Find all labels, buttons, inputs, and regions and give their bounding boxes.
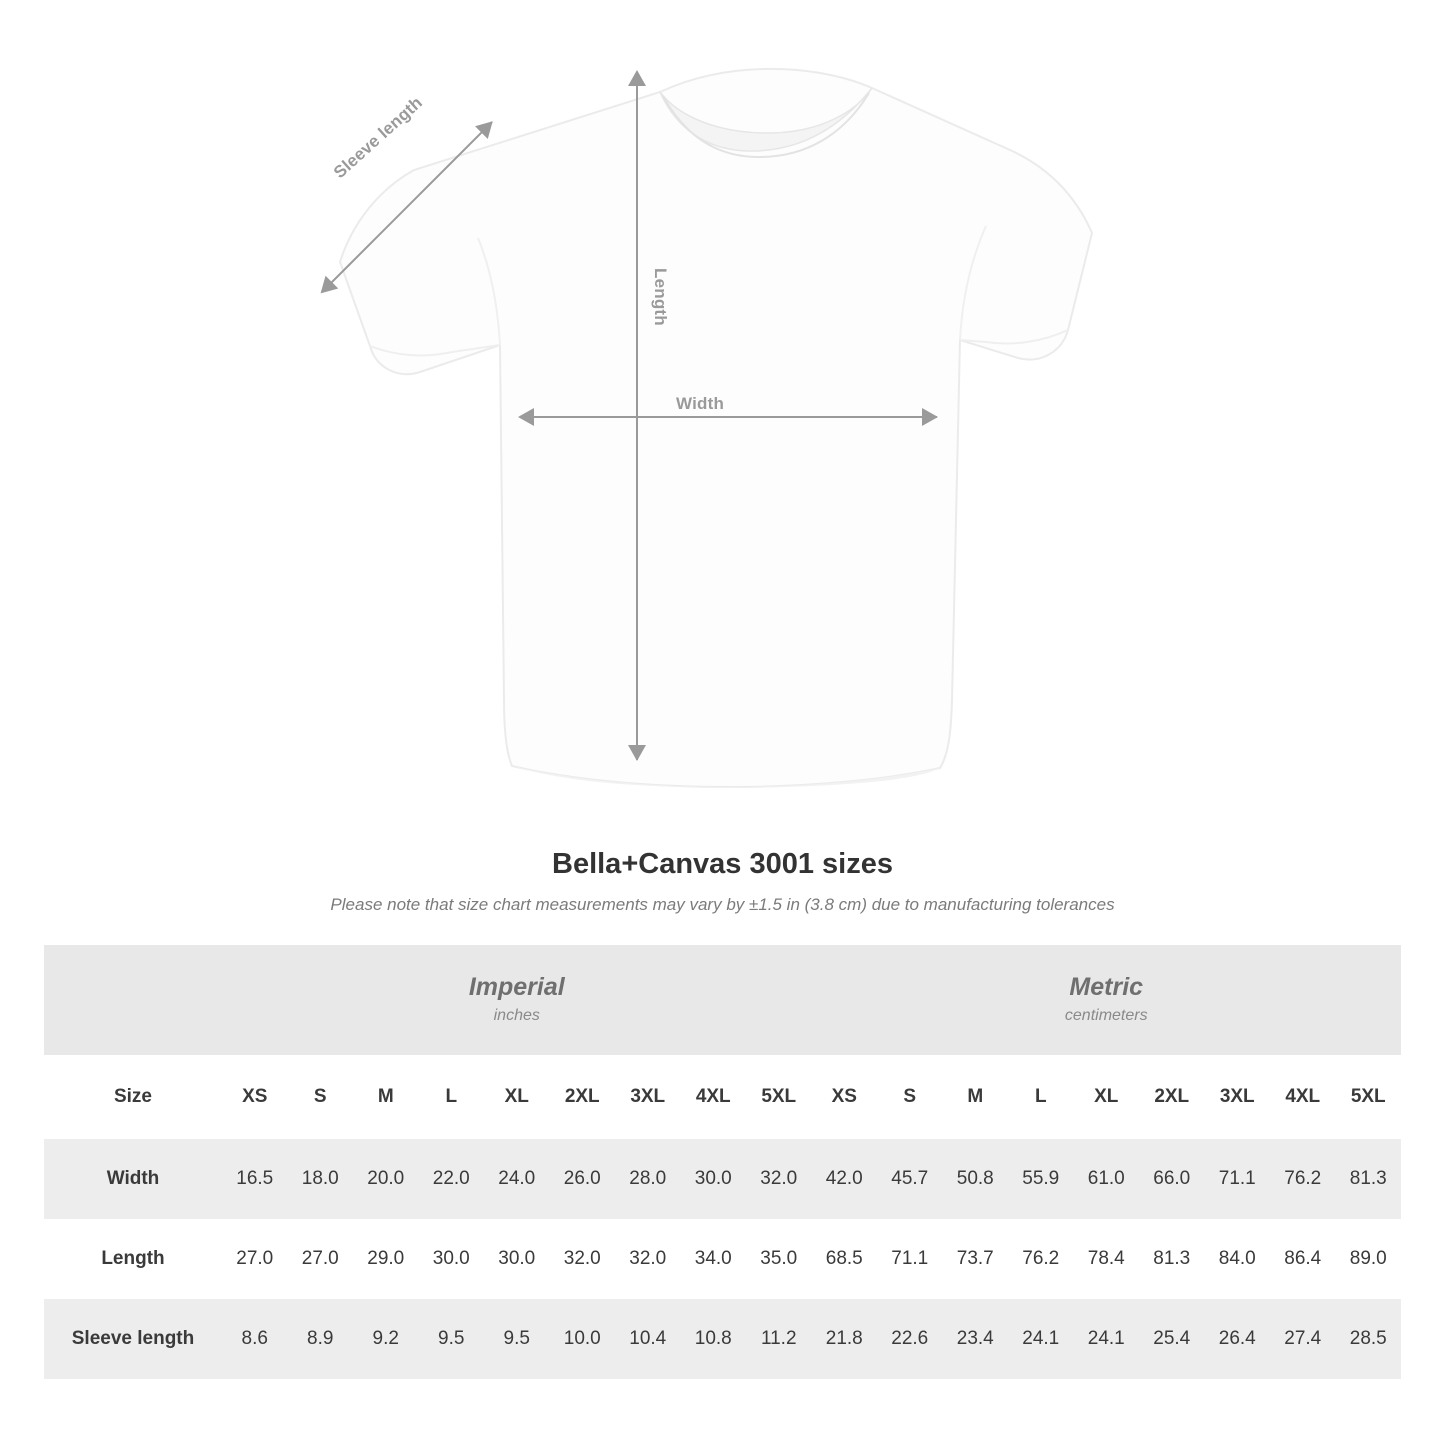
row-label-length: Length [44,1219,222,1299]
cell-length-metric-s: 71.1 [877,1219,943,1299]
cell-sleeve-imperial-s: 8.9 [288,1299,354,1379]
cell-width-metric-xl: 61.0 [1074,1139,1140,1219]
size-header-imperial-2xl: 2XL [550,1055,616,1139]
cell-length-imperial-2xl: 32.0 [550,1219,616,1299]
size-header-metric-m: M [943,1055,1009,1139]
cell-length-metric-4xl: 86.4 [1270,1219,1336,1299]
size-header-metric-xs: XS [812,1055,878,1139]
cell-length-metric-xs: 68.5 [812,1219,878,1299]
size-header-imperial-4xl: 4XL [681,1055,747,1139]
cell-length-metric-m: 73.7 [943,1219,1009,1299]
cell-width-metric-5xl: 81.3 [1336,1139,1402,1219]
cell-sleeve-imperial-4xl: 10.8 [681,1299,747,1379]
size-header-imperial-xl: XL [484,1055,550,1139]
size-header-metric-l: L [1008,1055,1074,1139]
page-title: Bella+Canvas 3001 sizes [552,848,893,880]
cell-width-imperial-m: 20.0 [353,1139,419,1219]
cell-length-metric-5xl: 89.0 [1336,1219,1402,1299]
cell-width-metric-xs: 42.0 [812,1139,878,1219]
cell-width-imperial-s: 18.0 [288,1139,354,1219]
size-header-imperial-3xl: 3XL [615,1055,681,1139]
tshirt-shape [340,69,1092,788]
unit-header-metric [812,945,1402,1055]
cell-sleeve-metric-l: 24.1 [1008,1299,1074,1379]
size-header-imperial-l: L [419,1055,485,1139]
size-header-row [44,1055,1401,1139]
cell-sleeve-metric-xl: 24.1 [1074,1299,1140,1379]
unit-header-imperial [222,945,812,1055]
cell-width-imperial-3xl: 28.0 [615,1139,681,1219]
cell-width-metric-4xl: 76.2 [1270,1139,1336,1219]
cell-width-imperial-2xl: 26.0 [550,1139,616,1219]
cell-width-imperial-xs: 16.5 [222,1139,288,1219]
unit-name-imperial: Imperial [468,972,565,1001]
width-label: Width [676,394,725,413]
cell-length-imperial-5xl: 35.0 [746,1219,812,1299]
sleeve-length-label: Sleeve length [330,92,427,183]
size-header-imperial-xs: XS [222,1055,288,1139]
cell-length-metric-xl: 78.4 [1074,1219,1140,1299]
size-header-label: Size [44,1055,222,1139]
cell-sleeve-metric-xs: 21.8 [812,1299,878,1379]
size-header-imperial-s: S [288,1055,354,1139]
cell-width-imperial-5xl: 32.0 [746,1139,812,1219]
cell-width-imperial-l: 22.0 [419,1139,485,1219]
cell-sleeve-imperial-l: 9.5 [419,1299,485,1379]
cell-sleeve-imperial-xl: 9.5 [484,1299,550,1379]
cell-sleeve-imperial-2xl: 10.0 [550,1299,616,1379]
cell-width-imperial-xl: 24.0 [484,1139,550,1219]
size-header-metric-3xl: 3XL [1205,1055,1271,1139]
cell-length-imperial-4xl: 34.0 [681,1219,747,1299]
size-header-metric-5xl: 5XL [1336,1055,1402,1139]
cell-width-metric-m: 50.8 [943,1139,1009,1219]
cell-width-metric-l: 55.9 [1008,1139,1074,1219]
cell-width-metric-s: 45.7 [877,1139,943,1219]
unit-header-row [44,945,1401,1055]
cell-length-imperial-m: 29.0 [353,1219,419,1299]
row-label-width: Width [44,1139,222,1219]
cell-length-metric-l: 76.2 [1008,1219,1074,1299]
cell-length-metric-3xl: 84.0 [1205,1219,1271,1299]
cell-sleeve-imperial-5xl: 11.2 [746,1299,812,1379]
table-row [44,1139,1401,1219]
cell-length-imperial-l: 30.0 [419,1219,485,1299]
tolerance-note: Please note that size chart measurements may vary by ±1.5 in (3.8 cm) due to manufacturing tolerances [330,895,1115,914]
cell-width-metric-3xl: 71.1 [1205,1139,1271,1219]
size-header-metric-2xl: 2XL [1139,1055,1205,1139]
unit-name-metric: Metric [1069,972,1144,1001]
cell-length-metric-2xl: 81.3 [1139,1219,1205,1299]
cell-sleeve-metric-m: 23.4 [943,1299,1009,1379]
size-table-wrapper [44,945,1401,1379]
cell-sleeve-metric-2xl: 25.4 [1139,1299,1205,1379]
unit-sub-metric: centimeters [1064,1006,1148,1024]
size-table [44,945,1401,1379]
cell-length-imperial-xs: 27.0 [222,1219,288,1299]
length-label: Length [651,268,670,326]
unit-header-spacer [44,945,222,1055]
chart-heading [0,848,1445,915]
cell-length-imperial-xl: 30.0 [484,1219,550,1299]
cell-sleeve-imperial-3xl: 10.4 [615,1299,681,1379]
cell-sleeve-metric-3xl: 26.4 [1205,1299,1271,1379]
size-header-metric-xl: XL [1074,1055,1140,1139]
cell-sleeve-imperial-m: 9.2 [353,1299,419,1379]
size-header-imperial-m: M [353,1055,419,1139]
size-header-metric-s: S [877,1055,943,1139]
cell-sleeve-metric-s: 22.6 [877,1299,943,1379]
unit-sub-imperial: inches [493,1006,540,1024]
cell-width-metric-2xl: 66.0 [1139,1139,1205,1219]
cell-width-imperial-4xl: 30.0 [681,1139,747,1219]
cell-sleeve-imperial-xs: 8.6 [222,1299,288,1379]
cell-sleeve-metric-5xl: 28.5 [1336,1299,1402,1379]
row-label-sleeve-length: Sleeve length [44,1299,222,1379]
size-header-imperial-5xl: 5XL [746,1055,812,1139]
cell-length-imperial-3xl: 32.0 [615,1219,681,1299]
table-row [44,1219,1401,1299]
cell-sleeve-metric-4xl: 27.4 [1270,1299,1336,1379]
table-row [44,1299,1401,1379]
size-header-metric-4xl: 4XL [1270,1055,1336,1139]
cell-length-imperial-s: 27.0 [288,1219,354,1299]
